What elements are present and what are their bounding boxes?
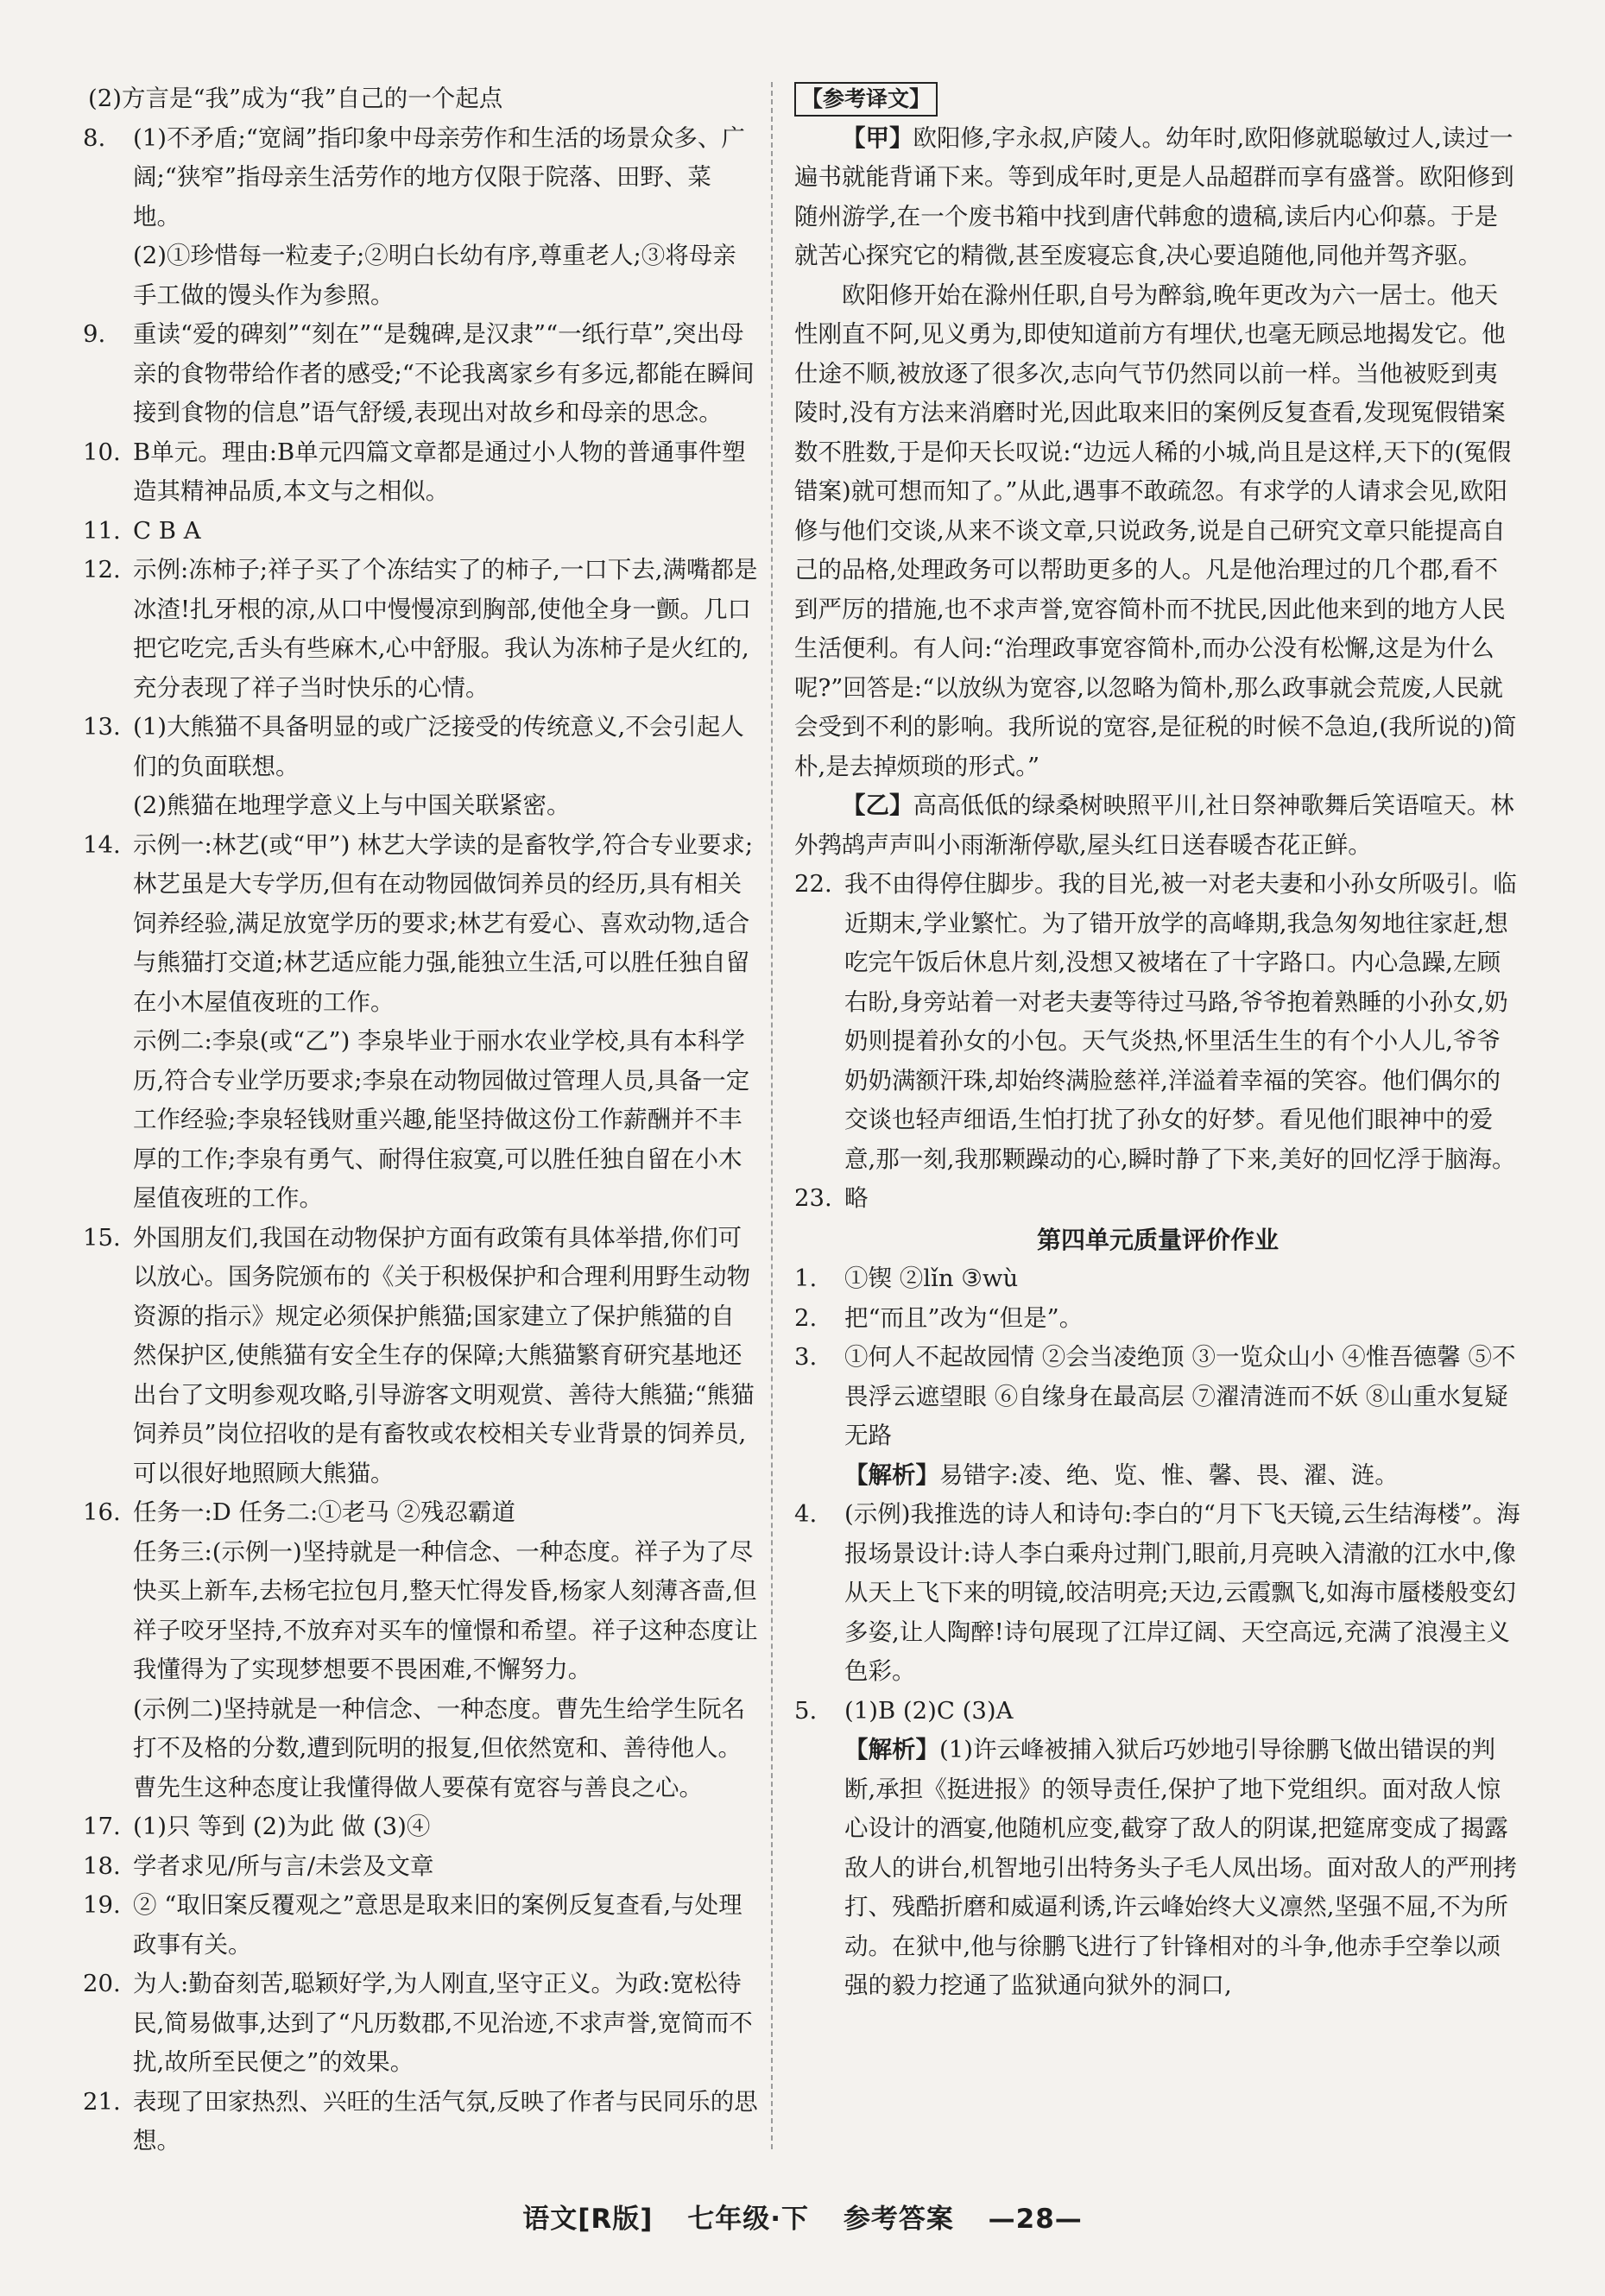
answer-17 <box>83 1807 758 1847</box>
answer-number: 9. <box>83 320 106 348</box>
answer-number: 23. <box>794 1184 832 1212</box>
answer-text: 学者求见/所与言/未尝及文章 <box>133 1851 434 1880</box>
yi-label: 【乙】 <box>842 792 913 819</box>
answer-number: 11. <box>83 516 121 545</box>
analysis <box>844 1731 1521 2006</box>
answer-18 <box>83 1847 758 1887</box>
answer-number: 12. <box>83 556 121 583</box>
answer-8 <box>83 119 758 316</box>
answer-text: 任务三:(示例一)坚持就是一种信念、一种态度。祥子为了尽快买上新车,去杨宅拉包月,整天忙得发昏,杨家人刻薄吝啬,但祥子咬牙坚持,不放弃对买车的憧憬和希望。祥子这种态度让我懂得为了实现梦想要不畏困难,不懈努力。 <box>133 1537 758 1683</box>
answer-number: 21. <box>83 2087 121 2116</box>
column-divider <box>771 82 773 2149</box>
answer-number: 5. <box>794 1696 818 1725</box>
answer-number: 1. <box>794 1265 818 1292</box>
reference-translation-label: 【参考译文】 <box>794 82 938 117</box>
answer-9 <box>83 315 758 433</box>
answer-text: 略 <box>844 1184 869 1212</box>
answer-number: 16. <box>83 1498 121 1526</box>
answer-text: C B A <box>133 516 201 545</box>
answer-number: 3. <box>794 1343 818 1371</box>
page-number: —28— <box>988 2204 1083 2235</box>
unit-answer-5 <box>794 1692 1521 2006</box>
unit-answer-4 <box>794 1495 1521 1692</box>
paragraph-text: 高高低低的绿桑树映照平川,社日祭神歌舞后笑语喧天。林外鹁鸪声声叫小雨渐渐停歇,屋头红日送春暖杏花正鲜。 <box>794 792 1514 859</box>
answer-text: 把“而且”改为“但是”。 <box>844 1303 1084 1332</box>
answer-text: 示例:冻柿子;祥子买了个冻结实了的柿子,一口下去,满嘴都是冰渣!扎牙根的凉,从口中慢慢凉到胸部,使他全身一颤。几口把它吃完,舌头有些麻木,心中舒服。我认为冻柿子是火红的,充分表现了祥子当时快乐的心情。 <box>133 556 758 702</box>
answer-number: 20. <box>83 1970 121 1997</box>
answer-21 <box>83 2083 758 2161</box>
answer-text: 我不由得停住脚步。我的目光,被一对老夫妻和小孙女所吸引。临近期末,学业繁忙。为了错开放学的高峰期,我急匆匆地往家赶,想吃完午饭后休息片刻,没想又被堵在了十字路口。内心急躁,左顾右盼,身旁站着一对老夫妻等待过马路,爷爷抱着熟睡的小孙女,奶奶则提着孙女的小包。天气炎热,怀里活生生的有个小人儿,爷爷奶奶满额汗珠,却始终满脸慈祥,洋溢着幸福的笑容。他们偶尔的交谈也轻声细语,生怕打扰了孙女的好梦。看见他们眼神中的爱意,那一刻,我那颗躁动的心,瞬时静了下来,美好的回忆浮于脑海。 <box>844 870 1517 1173</box>
answer-12 <box>83 551 758 708</box>
translation-jia-paragraph-2: 欧阳修开始在滁州任职,自号为醉翁,晚年更改为六一居士。他天性刚直不阿,见义勇为,即使知道前方有埋伏,也毫无顾忌地揭发它。他仕途不顺,被放逐了很多次,志向气节仍然同以前一样。当他被贬到夷陵时,没有方法来消磨时光,因此取来旧的案例反复查看,发现冤假错案数不胜数,于是仰天长叹说:“边远人稀的小城,尚且是这样,天下的(冤假错案)就可想而知了。”从此,遇事不敢疏忽。有求学的人请求会见,欧阳修与他们交谈,从来不谈文章,只说政务,说是自己研究文章只能提高自己的品格,处理政务可以帮助更多的人。凡是他治理过的几个郡,看不到严厉的措施,也不求声誉,宽容简朴而不扰民,因此他来到的地方人民生活便利。有人问:“治理政事宽容简朴,而办公没有松懈,这是为什么呢?”回答是:“以放纵为宽容,以忽略为简朴,那么政事就会荒废,人民就会受到不利的影响。我所说的宽容,是征税的时候不急迫,(我所说的)简朴,是去掉烦琐的形式。” <box>794 281 1517 780</box>
answer-10 <box>83 433 758 512</box>
answer-text: 重读“爱的碑刻”“刻在”“是魏碑,是汉隶”“一纸行草”,突出母亲的食物带给作者的感受;“不论我离家乡有多远,都能在瞬间接到食物的信息”语气舒缓,表现出对故乡和母亲的思念。 <box>133 320 755 426</box>
answer-text: 任务一:D 任务二:①老马 ②残忍霸道 <box>133 1498 516 1526</box>
footer-grade: 七年级·下 <box>687 2204 810 2235</box>
answer-text: (1)不矛盾;“宽阔”指印象中母亲劳作和生活的场景众多、广阔;“狭窄”指母亲生活劳作的地方仅限于院落、田野、菜地。 <box>133 123 745 230</box>
unit-answer-3 <box>794 1338 1521 1495</box>
answer-text: ①锲 ②lǐn ③wù <box>844 1265 1019 1292</box>
analysis-text: (1)许云峰被捕入狱后巧妙地引导徐鹏飞做出错误的判断,承担《挺进报》的领导责任,保护了地下党组织。面对敌人惊心设计的酒宴,他随机应变,截穿了敌人的阴谋,把筵席变成了揭露敌人的讲台,机智地引出特务头子毛人凤出场。面对敌人的严刑拷打、残酷折磨和威逼利诱,许云峰始终大义凛然,坚强不屈,不为所动。在狱中,他与徐鹏飞进行了针锋相对的斗争,他赤手空拳以顽强的毅力挖通了监狱通向狱外的洞口, <box>844 1736 1517 1999</box>
jia-label: 【甲】 <box>842 123 913 152</box>
answer-22 <box>794 865 1521 1179</box>
answer-number: 13. <box>83 713 121 741</box>
left-column <box>83 79 758 2161</box>
answer-text: B单元。理由:B单元四篇文章都是通过小人物的普通事件塑造其精神品质,本文与之相似。 <box>133 438 746 505</box>
answer-14 <box>83 826 758 1219</box>
unit-answer-1 <box>794 1259 1521 1299</box>
answer-text: (示例二)坚持就是一种信念、一种态度。曹先生给学生阮名打不及格的分数,遭到阮明的报复,但依然宽和、善待他人。曹先生这种态度让我懂得做人要葆有宽容与善良之心。 <box>133 1694 745 1801</box>
analysis-label: 【解析】 <box>844 1736 939 1763</box>
answer-text: ② “取旧案反覆观之”意思是取来旧的案例反复查看,与处理政事有关。 <box>133 1891 742 1959</box>
answer-number: 2. <box>794 1303 818 1332</box>
answer-number: 19. <box>83 1891 121 1919</box>
answer-text: (1)B (2)C (3)A <box>844 1696 1014 1725</box>
page-footer <box>0 2197 1605 2236</box>
answer-11 <box>83 512 758 552</box>
analysis-label: 【解析】 <box>844 1460 939 1489</box>
answer-16 <box>83 1493 758 1807</box>
answer-15 <box>83 1219 758 1494</box>
answer-number: 4. <box>794 1500 818 1528</box>
answer-number: 8. <box>83 123 106 152</box>
answer-number: 15. <box>83 1223 121 1252</box>
answer-number: 17. <box>83 1813 121 1840</box>
answer-19 <box>83 1886 758 1965</box>
analysis-text: 易错字:凌、绝、览、惟、馨、畏、濯、涟。 <box>939 1460 1399 1489</box>
answer-number: 10. <box>83 438 121 466</box>
answer-13 <box>83 708 758 826</box>
answer-text: 示例二:李泉(或“乙”) 李泉毕业于丽水农业学校,具有本科学历,符合专业学历要求;李泉在动物园做过管理人员,具备一定工作经验;李泉轻钱财重兴趣,能坚持做这份工作薪酬并不丰厚的工作;李泉有勇气、耐得住寂寞,可以胜任独自留在小木屋值夜班的工作。 <box>133 1027 750 1212</box>
analysis <box>844 1456 1521 1496</box>
footer-label: 参考答案 <box>843 2204 954 2235</box>
answer-20 <box>83 1965 758 2083</box>
reference-translation-heading <box>794 79 1521 119</box>
answer-text: 表现了田家热烈、兴旺的生活气氛,反映了作者与民同乐的思想。 <box>133 2087 758 2154</box>
answer-text: 外国朋友们,我国在动物保护方面有政策有具体举措,你们可以放心。国务院颁布的《关于积极保护和合理利用野生动物资源的指示》规定必须保护熊猫;国家建立了保护熊猫的自然保护区,使熊猫有安全生存的保障;大熊猫繁育研究基地还出台了文明参观攻略,引导游客文明观赏、善待大熊猫;“熊猫饲养员”岗位招收的是有畜牧或农校相关专业背景的饲养员,可以很好地照顾大熊猫。 <box>133 1223 755 1487</box>
answer-text: 为人:勤奋刻苦,聪颖好学,为人刚直,坚守正义。为政:宽松待民,简易做事,达到了“凡历数郡,不见治迹,不求声誉,宽简而不扰,故所至民便之”的效果。 <box>133 1970 753 2076</box>
answer-text: ①何人不起故园情 ②会当凌绝顶 ③一览众山小 ④惟吾德馨 ⑤不畏浮云遮望眼 ⑥自缘身在最高层 ⑦濯清涟而不妖 ⑧山重水复疑无路 <box>844 1343 1516 1449</box>
paragraph-text: 欧阳修,字永叔,庐陵人。幼年时,欧阳修就聪敏过人,读过一遍书就能背诵下来。等到成年时,更是人品超群而享有盛誉。欧阳修到随州游学,在一个废书箱中找到唐代韩愈的遗稿,读后内心仰慕。于是就苦心探究它的精微,甚至废寝忘食,决心要追随他,同他并驾齐驱。 <box>794 123 1514 269</box>
translation-yi-paragraph <box>794 786 1521 865</box>
answer-text: (2)①珍惜每一粒麦子;②明白长幼有序,尊重老人;③将母亲手工做的馒头作为参照。 <box>133 242 736 309</box>
answer-text: 示例一:林艺(或“甲”) 林艺大学读的是畜牧学,符合专业要求;林艺虽是大专学历,但有在动物园做饲养员的经历,具有相关饲养经验,满足放宽学历的要求;林艺有爱心、喜欢动物,适合与熊猫打交道;林艺适应能力强,能独立生活,可以胜任独自留在小木屋值夜班的工作。 <box>133 830 754 1016</box>
answer-text: (1)大熊猫不具备明显的或广泛接受的传统意义,不会引起人们的负面联想。 <box>133 713 744 780</box>
answer-23 <box>794 1179 1521 1219</box>
answer-text: (示例)我推选的诗人和诗句:李白的“月下飞天镜,云生结海楼”。海报场景设计:诗人李白乘舟过荆门,眼前,月亮映入清澈的江水中,像从天上飞下来的明镜,皎洁明亮;天边,云霞飘飞,如海市蜃楼般变幻多姿,让人陶醉!诗句展现了江岸辽阔、天空高远,充满了浪漫主义色彩。 <box>844 1500 1520 1685</box>
translation-jia-paragraph-1 <box>794 119 1521 276</box>
footer-subject: 语文[R版] <box>522 2204 654 2235</box>
answer-text: (2)熊猫在地理学意义上与中国关联紧密。 <box>133 792 571 819</box>
answer-text: (1)只 等到 (2)为此 做 (3)④ <box>133 1813 431 1840</box>
answer-number: 18. <box>83 1851 121 1880</box>
answer-number: 22. <box>794 870 832 898</box>
answer-7-2: (2)方言是“我”成为“我”自己的一个起点 <box>88 85 503 112</box>
right-column <box>794 79 1521 2006</box>
answer-number: 14. <box>83 830 121 859</box>
unit-answer-2 <box>794 1299 1521 1339</box>
unit-section-title: 第四单元质量评价作业 <box>1036 1225 1279 1254</box>
